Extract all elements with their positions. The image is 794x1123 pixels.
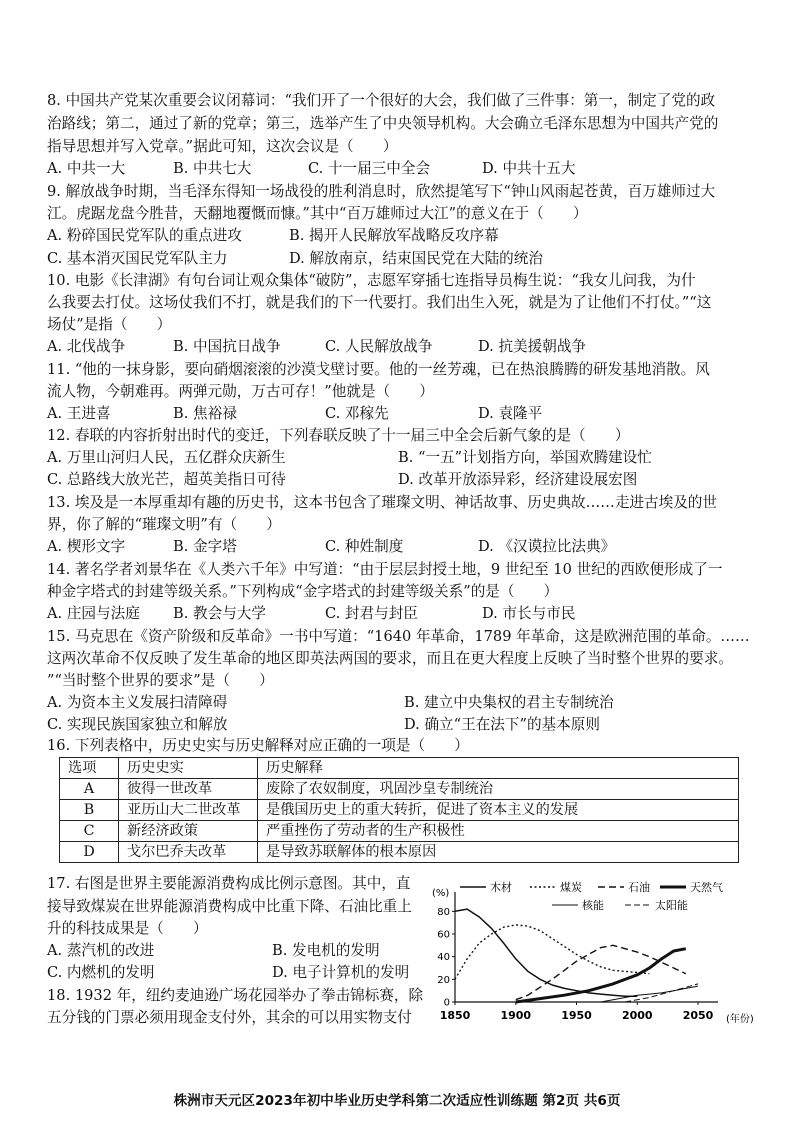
q10-option-a: A. 北伐战争 [47,338,126,355]
table-row [60,821,739,842]
table-cell: A [60,779,119,800]
y-tick-label: 80 [437,906,450,918]
q13-option-b: B. 金字塔 [173,538,237,555]
q11-option-a: A. 王进喜 [47,405,111,422]
q9-option-b: B. 揭开人民解放军战略反攻序幕 [289,227,499,244]
q18-stem-line-1: 18. 1932 年，纽约麦迪逊广场花园举办了拳击锦标赛，除 [47,987,424,1004]
table-header-cell: 历史解释 [258,758,739,779]
table-row [60,842,739,863]
table-cell: D [60,842,119,863]
x-tick-label: 1850 [439,1009,471,1022]
q9-stem-line-1: 9. 解放战争时期，当毛泽东得知一场战役的胜利消息时，欣然提笔写下“钟山风雨起苍黄，百万雄师过大 [47,183,716,200]
q13-stem-line-1: 13. 埃及是一本厚重却有趣的历史书，这本书包含了璀璨文明、神话故事、历史典故……走进古埃及的世 [47,494,717,511]
q12-option-b: B. “一五”计划指方向，举国欢腾建设忙 [398,449,652,466]
y-tick-label: 0 [443,997,450,1009]
q14-stem-line-2: 种金字塔式的封建等级关系。”下列构成“金字塔式的封建等级关系”的是（ ） [47,583,559,600]
series-line-2 [455,925,649,979]
table-cell: 新经济政策 [119,821,258,842]
legend-label-5: 核能 [582,899,604,912]
q10-option-c: C. 人民解放战争 [325,338,433,355]
q17-option-c: C. 内燃机的发明 [47,964,155,981]
table-header-cell: 历史史实 [119,758,258,779]
q15-option-b: B. 建立中央集权的君主专制统治 [404,694,614,711]
q15-stem-line-2: 这两次革命不仅反映了发生革命的地区即英法两国的要求，而且在更大程度上反映了当时整个世界的要求。 [47,650,733,667]
q17-option-a: A. 蒸汽机的改进 [47,942,155,959]
q11-option-b: B. 焦裕禄 [173,405,237,422]
q17-option-b: B. 发电机的发明 [272,942,380,959]
q15-option-c: C. 实现民族国家独立和解放 [47,716,228,733]
q8-stem-line-1: 8. 中国共产党某次重要会议闭幕词：“我们开了一个很好的大会，我们做了三件事：第一，制定了党的政 [47,92,716,109]
q11-stem-line-1: 11. “他的一抹身影，要向硝烟滚滚的沙漠戈壁讨要。他的一丝芳魂，已在热浪腾腾的研发基地消散。风 [47,361,710,378]
energy-consumption-chart [430,878,754,1028]
q17-option-d: D. 电子计算机的发明 [272,964,410,981]
y-tick-label: 20 [437,974,450,986]
legend-label-6: 太阳能 [655,899,688,912]
q15-option-a: A. 为资本主义发展扫清障碍 [47,694,228,711]
q11-option-d: D. 袁隆平 [478,405,543,422]
x-axis-label: (年份) [726,1014,754,1025]
q14-option-c: C. 封君与封臣 [325,605,418,622]
table-header-cell: 选项 [60,758,119,779]
legend-label-1: 木材 [490,881,512,894]
legend-label-4: 天然气 [690,881,723,894]
q17-stem-line-1: 17. 右图是世界主要能源消费构成比例示意图。其中，直 [47,875,411,892]
q11-option-c: C. 邓稼先 [325,405,389,422]
q17-stem-line-2: 接导致煤炭在世界能源消费构成中比重下降、石油比重上 [47,898,412,915]
table-row [60,779,739,800]
table-cell: 废除了农奴制度，巩固沙皇专制统治 [258,779,739,800]
q13-stem-line-2: 界，你了解的“璀璨文明”有（ ） [47,516,281,533]
table-cell: 严重挫伤了劳动者的生产积极性 [258,821,739,842]
q14-option-a: A. 庄园与法庭 [47,605,140,622]
q10-stem-line-2: 么我要去打仗。这场仗我们不打，就是我们的下一代要打。我们出生入死，就是为了让他们不打仗。”“这 [47,294,712,311]
q12-option-a: A. 万里山河归人民，五亿群众庆新生 [47,449,286,466]
y-tick-label: 60 [437,929,450,941]
table-cell: C [60,821,119,842]
q14-option-b: B. 教会与大学 [173,605,266,622]
q10-option-b: B. 中国抗日战争 [173,338,281,355]
x-tick-label: 1900 [500,1009,532,1022]
x-tick-label: 2050 [682,1009,714,1022]
q12-stem-line-1: 12. 春联的内容折射出时代的变迁，下列春联反映了十一届三中全会后新气象的是（ ） [47,427,630,444]
q16-stem-line-1: 16. 下列表格中，历史史实与历史解释对应正确的一项是（ ） [47,737,469,754]
q13-option-a: A. 楔形文字 [47,538,126,555]
q9-stem-line-2: 江。虎踞龙盘今胜昔，天翻地覆慨而慷。”其中“百万雄师过大江”的意义在于（ ） [47,205,588,222]
table-row [60,800,739,821]
q8-stem-line-2: 治路线；第二，通过了新的党章；第三，选举产生了中央领导机构。大会确立毛泽东思想为中国共产党的 [47,115,719,132]
legend-label-3: 石油 [628,881,650,894]
page-footer: 株洲市天元区2023年初中毕业历史学科第二次适应性训练题 第2页 共6页 [173,1093,621,1109]
x-tick-label: 2000 [621,1009,653,1022]
q15-stem-line-1: 15. 马克思在《资产阶级和反革命》一书中写道：“1640 年革命，1789 年革命，这是欧洲范围的革命。…… [47,628,750,645]
q10-option-d: D. 抗美援朝战争 [478,338,587,355]
q12-option-c: C. 总路线大放光芒，超英美指日可待 [47,471,286,488]
x-tick-label: 1950 [561,1009,592,1022]
q17-stem-line-3: 升的科技成果是（ ） [47,920,208,937]
table-cell: 是俄国历史上的重大转折，促进了资本主义的发展 [258,800,739,821]
q10-stem-line-1: 10. 电影《长津湖》有句台词让观众集体“破防”，志愿军穿插七连指导员梅生说：“我女儿问我，为什 [47,272,696,289]
q15-stem-line-3: ”“当时整个世界的要求”是（ ） [47,672,274,689]
q15-option-d: D. 确立“王在法下”的基本原则 [404,716,600,733]
q8-option-b: B. 中共七大 [173,160,252,177]
q8-stem-line-3: 指导思想并写入党章。”据此可知，这次会议是（ ） [47,138,398,155]
legend-label-2: 煤炭 [560,881,582,894]
q14-stem-line-1: 14. 著名学者刘景华在《人类六千年》中写道：“由于层层封授土地，9 世纪至 10 世纪的西欧便形成了一 [47,561,723,578]
q9-option-c: C. 基本消灭国民党军队主力 [47,250,228,267]
series-line-3 [516,945,686,999]
q10-stem-line-3: 场仗”是指（ ） [47,316,172,333]
y-tick-label: 40 [437,952,450,964]
q8-option-c: C. 十一届三中全会 [308,160,431,177]
q8-option-d: D. 中共十五大 [482,160,576,177]
table-cell: 亚历山大二世改革 [119,800,258,821]
table-cell: 彼得一世改革 [119,779,258,800]
q18-stem-line-2: 五分钱的门票必须用现金支付外，其余的可以用实物支付 [47,1009,412,1026]
table-cell: 戈尔巴乔夫改革 [119,842,258,863]
q13-option-c: C. 种姓制度 [325,538,404,555]
table-cell: 是导致苏联解体的根本原因 [258,842,739,863]
q11-stem-line-2: 流人物，今朝难再。两弹元勋，万古可存！”他就是（ ） [47,383,434,400]
q12-option-d: D. 改革开放添异彩，经济建设展宏图 [398,471,638,488]
q9-option-d: D. 解放南京，结束国民党在大陆的统治 [289,250,543,267]
q14-option-d: D. 市长与市民 [482,605,576,622]
q9-option-a: A. 粉碎国民党军队的重点进攻 [47,227,242,244]
q16-table [59,757,739,863]
y-axis-label: (%) [432,888,450,899]
q8-option-a: A. 中共一大 [47,160,126,177]
table-cell: B [60,800,119,821]
table-header-row [60,758,739,779]
q13-option-d: D. 《汉谟拉比法典》 [478,538,616,555]
